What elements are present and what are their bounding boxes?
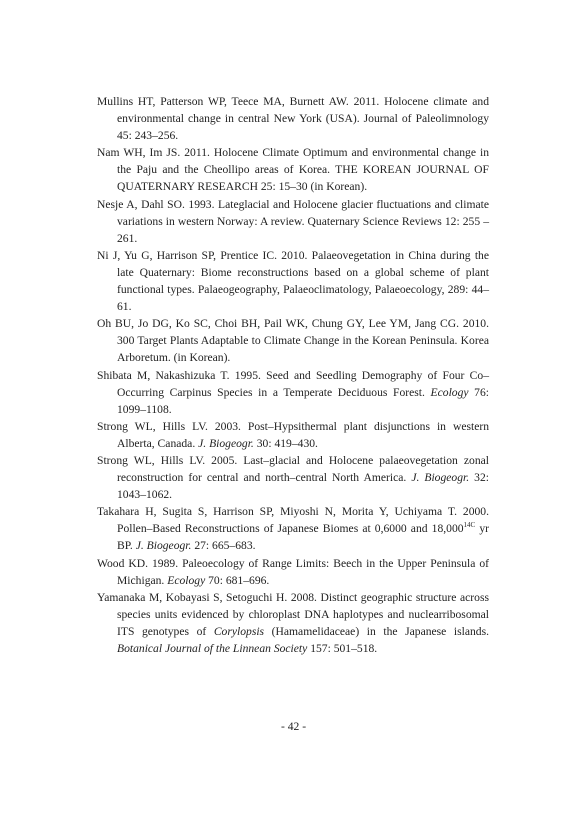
reference-citation: 76: 1099–1108. [117,385,489,416]
reference-text: Ni J, Yu G, Harrison SP, Prentice IC. 2010. Palaeovegetation in China during the late Quaternary: Biome reconstructions based on a global scheme of plant functional types. Palaeogeography, Palaeoclimatology, Palaeoecology, 289: 44–61. [97,248,489,314]
reference-entry [97,196,489,247]
reference-text-continued: yr BP. [117,522,489,553]
reference-entry [97,589,489,657]
reference-text: Mullins HT, Patterson WP, Teece MA, Burnett AW. 2011. Holocene climate and environmental change in central New York (USA). Journal of Paleolimnology 45: 243–256. [97,95,489,143]
reference-entry [97,503,489,554]
reference-text: Oh BU, Jo DG, Ko SC, Choi BH, Pail WK, Chung GY, Lee YM, Jang CG. 2010. 300 Target Plants Adaptable to Climate Change in the Korean Peninsula. Korea Arboretum. (in Korean). [97,317,489,365]
reference-text: Strong WL, Hills LV. 2005. Last–glacial and Holocene palaeovegetation zonal reconstruction for central and north–central North America. [97,453,489,485]
reference-citation: 70: 681–696. [205,573,270,587]
radiocarbon-superscript: 14C [463,521,476,530]
reference-citation: 30: 419–430. [253,436,318,450]
reference-entry [97,452,489,503]
reference-entry [97,315,489,366]
reference-text: Nesje A, Dahl SO. 1993. Lateglacial and Holocene glacier fluctuations and climate variations in western Norway: A review. Quaternary Science Reviews 12: 255 – 261. [97,197,489,245]
journal-title: J. Biogeogr. [411,471,470,485]
reference-entry [97,555,489,589]
reference-citation: 157: 501–518. [307,642,378,655]
journal-title: J. Biogeogr. [198,436,254,450]
reference-text: Wood KD. 1989. Paleoecology of Range Limits: Beech in the Upper Peninsula of Michigan. [97,556,489,587]
reference-text: Nam WH, Im JS. 2011. Holocene Climate Optimum and environmental change in the Paju and the Cheollipo areas of Korea. THE KOREAN JOURNAL OF QUATERNARY RESEARCH 25: 15–30 (in Korean). [97,146,489,194]
journal-title: Ecology [430,385,469,399]
reference-text: Takahara H, Sugita S, Harrison SP, Miyoshi N, Morita Y, Uchiyama T. 2000. Pollen–Based Reconstructions of Japanese Biomes at 0,6000 and 18,000 [97,505,489,536]
journal-title: J. Biogeogr. [135,539,192,553]
reference-entry [97,367,489,418]
reference-text: Strong WL, Hills LV. 2003. Post–Hypsithermal plant disjunctions in western Alberta, Canada. [97,419,489,450]
reference-text-continued: (Hamamelidaceae) in the Japanese islands. [264,624,489,638]
genus-name: Corylopsis [213,624,265,638]
journal-title: Botanical Journal of the Linnean Society [117,642,308,655]
reference-entry [97,247,489,315]
journal-title: Ecology [167,573,206,587]
reference-citation: 32: 1043–1062. [117,471,489,502]
reference-citation: 27: 665–683. [191,539,256,553]
reference-entry [97,418,489,452]
reference-entry [97,93,489,144]
reference-text: Yamanaka M, Kobayasi S, Setoguchi H. 2008. Distinct geographic structure across species units evidenced by chloroplast DNA haplotypes and nuclearribosomal ITS genotypes of [97,590,489,638]
reference-text: Shibata M, Nakashizuka T. 1995. Seed and Seedling Demography of Four Co–Occurring Carpinus Species in a Temperate Deciduous Forest. [97,368,489,399]
reference-entry [97,144,489,195]
page-number: - 42 - [280,720,307,733]
reference-list [97,93,489,657]
